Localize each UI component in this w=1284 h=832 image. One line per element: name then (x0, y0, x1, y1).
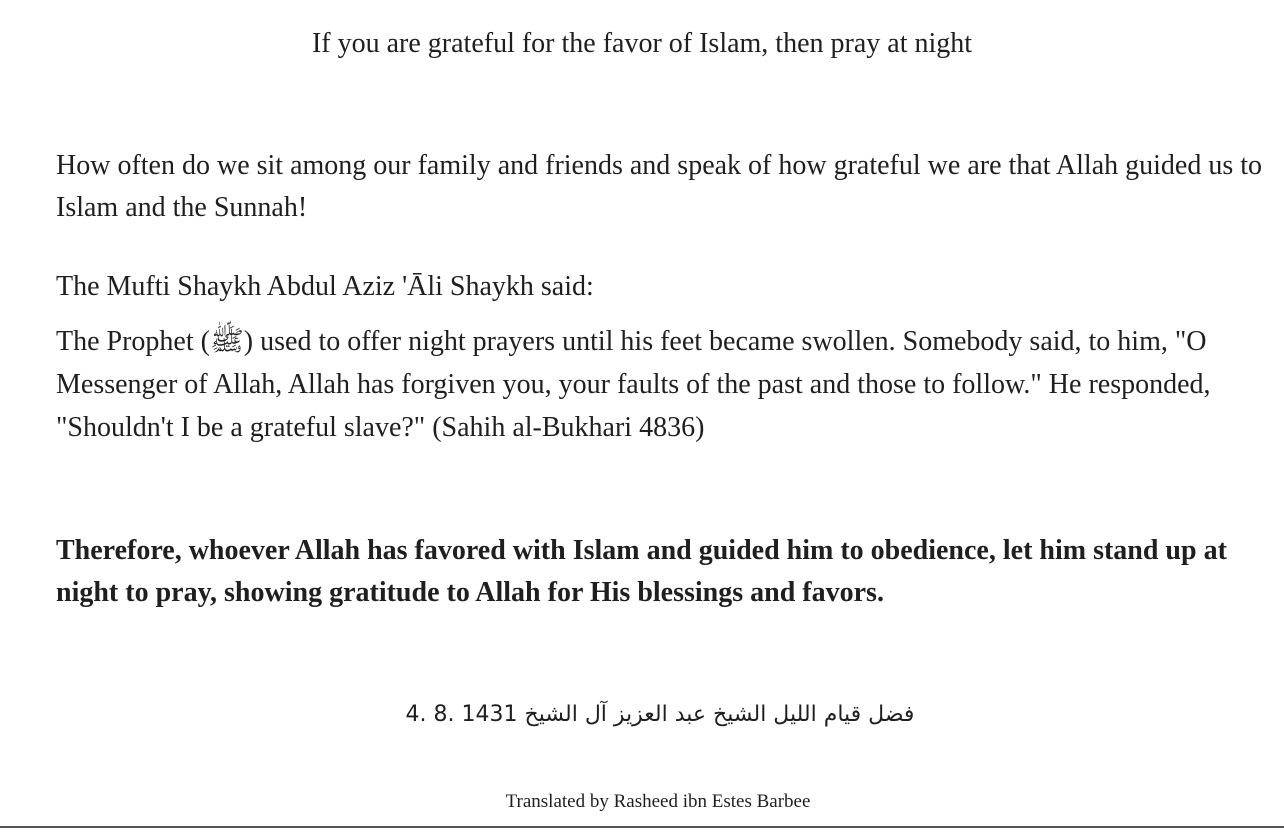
arabic-source-line: فضل قيام الليل الشيخ عبد العزيز آل الشيخ 1431 .8 .4 (405, 702, 915, 727)
conclusion-paragraph: Therefore, whoever Allah has favored with Islam and guided him to obedience, let him stand up at night to pray, showing gratitude to Allah for His blessings and favors. (56, 535, 1227, 608)
intro-paragraph: How often do we sit among our family and friends and speak of how grateful we are that Allah guided us to Islam and the Sunnah! (56, 150, 1263, 223)
hadith-paragraph: The Prophet (ﷺ) used to offer night prayers until his feet became swollen. Somebody said, to him, "O Messenger of Allah, Allah has forgiven you, your faults of the past and those to follow." He responded, "Shouldn't I be a grateful slave?" (Sahih al-Bukhari 4836) (56, 326, 1211, 443)
translator-credit: Translated by Rasheed ibn Estes Barbee (505, 791, 811, 812)
attribution-paragraph: The Mufti Shaykh Abdul Aziz 'Āli Shaykh said: (56, 271, 594, 302)
page-title: If you are grateful for the favor of Islam, then pray at night (311, 28, 973, 59)
